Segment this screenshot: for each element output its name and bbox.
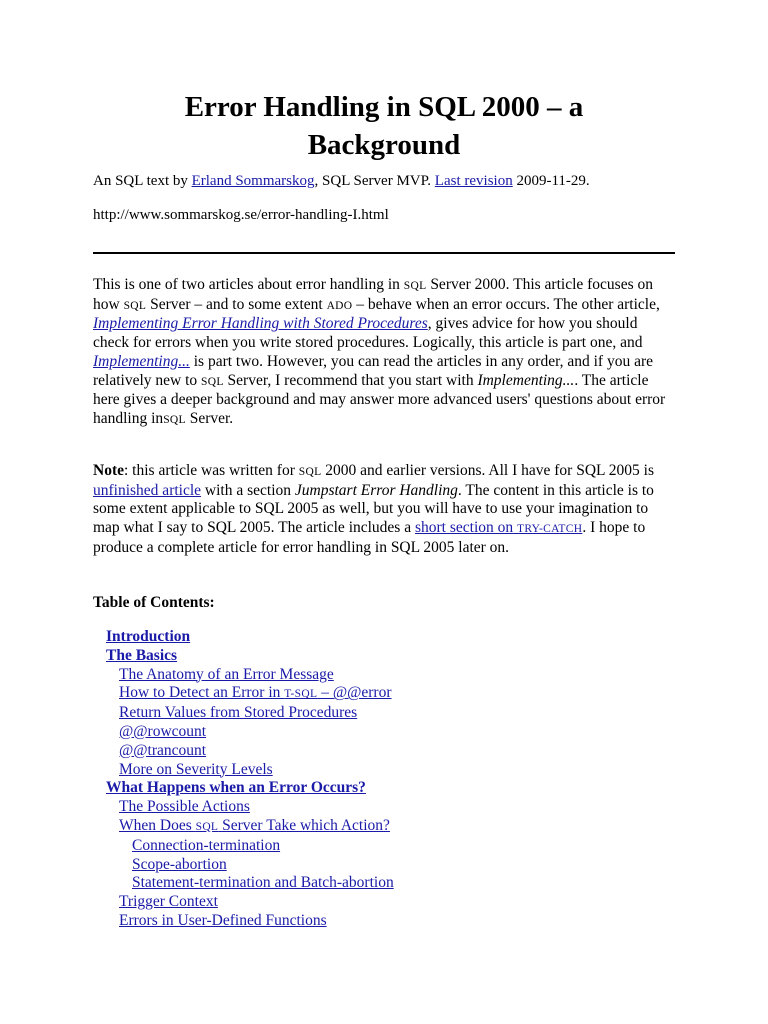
toc-item: [93, 723, 675, 742]
toc-link-severity-levels[interactable]: More on Severity Levels: [119, 760, 273, 778]
smallcaps-try-catch: TRY-CATCH: [517, 523, 583, 536]
revision-date: 2009-11-29.: [512, 173, 590, 189]
toc-link-introduction[interactable]: Introduction: [106, 628, 191, 645]
table-of-contents: [93, 628, 675, 931]
byline: [93, 172, 675, 190]
author-link[interactable]: Erland Sommarskog: [191, 173, 315, 189]
text: , gives advice for how you should check for errors when you write stored procedures. Logically, this article is part one, and: [93, 315, 643, 352]
text: . The article here gives a deeper background and may answer more advanced users' questions about error handling in: [93, 371, 666, 427]
text: : this article was written for: [124, 462, 299, 479]
toc-link-trancount[interactable]: @@trancount: [119, 741, 207, 759]
article-url: http://www.sommarskog.se/error-handling-I.html: [93, 207, 389, 223]
text: . The content in this article is to some extent applicable to SQL 2005 as well, but you will have to use your imagination to map what I say to SQL 2005. The article includes a: [93, 481, 654, 537]
link-text: short section on: [414, 519, 518, 537]
toc-item: [93, 798, 675, 817]
emphasis-jumpstart: Jumpstart Error Handling: [294, 481, 458, 499]
intro-paragraph: [93, 276, 675, 430]
toc-item: [93, 779, 675, 798]
note-label: Note: [93, 462, 124, 479]
toc-link-detect-error[interactable]: [119, 684, 391, 701]
smallcaps-sql: SQL: [201, 375, 224, 388]
text: . I hope to produce a complete article for error handling in SQL 2005 later on.: [93, 519, 646, 556]
toc-link-the-basics[interactable]: The Basics: [106, 646, 178, 664]
text: Server 2000. This article focuses on how: [93, 276, 653, 313]
text: Server, I recommend that you start with: [223, 371, 478, 389]
toc-item: [93, 628, 675, 647]
toc-item: [93, 761, 675, 780]
toc-link-statement-termination[interactable]: Statement-termination and Batch-abortion: [132, 874, 394, 892]
toc-link-connection-termination[interactable]: Connection-termination: [132, 836, 281, 854]
link-text: How to Detect an Error in: [119, 684, 285, 702]
last-revision-link[interactable]: Last revision: [434, 173, 513, 189]
toc-link-what-happens[interactable]: What Happens when an Error Occurs?: [106, 779, 366, 797]
toc-item: [93, 666, 675, 685]
title-line-1: Error Handling in SQL 2000 – a: [184, 91, 584, 123]
smallcaps-sql: SQL: [163, 413, 186, 426]
implementing-error-handling-link[interactable]: [93, 315, 428, 332]
smallcaps-tsql: T-SQL: [284, 688, 318, 701]
unfinished-article-link[interactable]: unfinished article: [93, 481, 202, 499]
smallcaps-sql: SQL: [195, 820, 219, 833]
toc-item: [93, 684, 675, 704]
title-line-2: Background: [307, 129, 461, 161]
byline-prefix: An SQL text by: [93, 173, 192, 189]
text: Server.: [185, 409, 234, 427]
smallcaps-sql: SQL: [298, 466, 322, 478]
note-paragraph: [93, 462, 675, 558]
horizontal-rule: [93, 252, 675, 254]
toc-item: [93, 704, 675, 723]
emphasis-implementing: Implementing...: [477, 371, 575, 389]
text: 2000 and earlier versions. All I have for SQL 2005 is: [321, 462, 655, 479]
text: This is one of two articles about error handling in: [93, 276, 404, 293]
toc-link-when-does-sql-server[interactable]: [119, 817, 390, 834]
text: with a section: [201, 481, 295, 499]
text: – behave when an error occurs. The other article,: [352, 295, 660, 313]
text: is part two. However, you can read the articles in any order, and if you are relatively new to: [93, 352, 654, 389]
toc-link-anatomy[interactable]: The Anatomy of an Error Message: [119, 665, 334, 683]
link-text: When Does: [119, 816, 196, 834]
toc-link-rowcount[interactable]: @@rowcount: [119, 722, 207, 740]
smallcaps-sql: SQL: [403, 280, 427, 292]
toc-item: [93, 837, 675, 856]
link-text: – @@error: [317, 684, 392, 702]
toc-link-scope-abortion[interactable]: Scope-abortion: [132, 855, 227, 873]
toc-item: [93, 817, 675, 837]
toc-item: [93, 856, 675, 875]
text: Server – and to some extent: [146, 295, 327, 313]
link-text: Server Take which Action?: [218, 816, 390, 834]
toc-link-return-values[interactable]: Return Values from Stored Procedures: [119, 704, 358, 722]
byline-middle: , SQL Server MVP.: [314, 173, 435, 189]
toc-heading: Table of Contents:: [93, 594, 215, 611]
toc-item: [93, 912, 675, 931]
toc-link-trigger-context[interactable]: Trigger Context: [119, 893, 218, 911]
smallcaps-ado: ADO: [326, 299, 353, 312]
toc-item: [93, 893, 675, 912]
toc-item: [93, 742, 675, 761]
smallcaps-sql: SQL: [123, 299, 147, 312]
try-catch-section-link[interactable]: [415, 519, 582, 536]
toc-link-possible-actions[interactable]: The Possible Actions: [119, 798, 250, 816]
toc-item: [93, 874, 675, 893]
page-title: [93, 88, 675, 164]
toc-item: [93, 647, 675, 666]
toc-link-udf-errors[interactable]: Errors in User-Defined Functions: [119, 911, 327, 929]
link-text: Implementing Error Handling with Stored Procedures: [93, 315, 428, 333]
implementing-link[interactable]: [93, 353, 190, 370]
link-text: Implementing...: [93, 352, 190, 370]
